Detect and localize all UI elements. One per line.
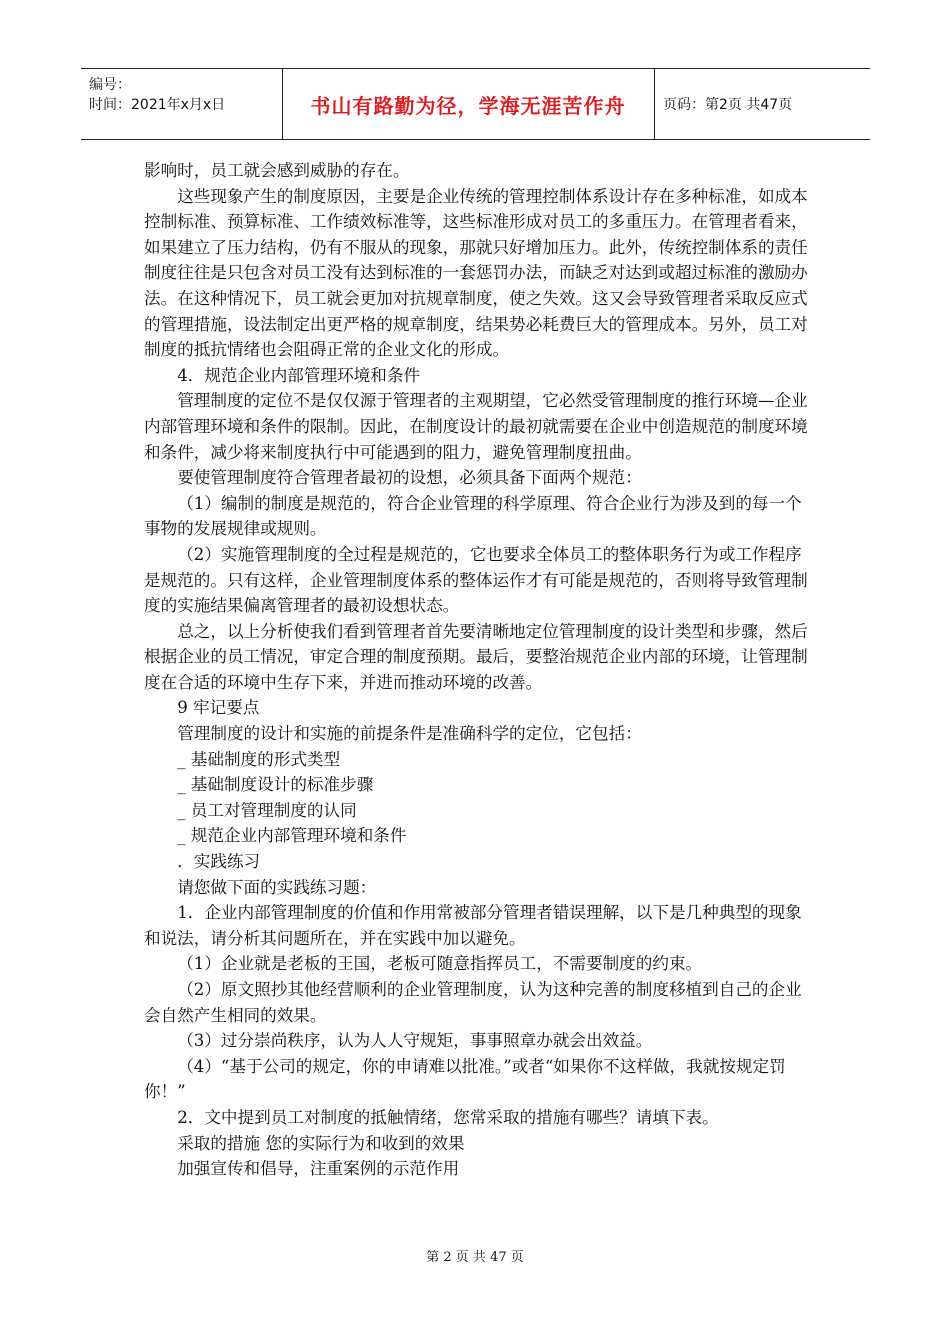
question: 2．文中提到员工对制度的抵触情绪，您常采取的措施有哪些？请填下表。	[177, 1107, 719, 1127]
document-time: 时间：2021年x月x日	[89, 97, 226, 113]
section-heading: 9 牢记要点	[177, 698, 260, 718]
header-slogan: 书山有路勤为径，学海无涯苦作舟	[310, 93, 626, 118]
paragraph: 总之，以上分析使我们看到管理者首先要清晰地定位管理制度的设计类型和步骤，然后根据企业的员工情况，审定合理的制度预期。最后，要整治规范企业内部的环境，让管理制度在合适的环境中生存下来，并进而推动环境的改善。	[144, 621, 808, 692]
list-item: （3）过分崇尚秩序，认为人人守规矩，事事照章办就会出效益。	[177, 1031, 653, 1051]
header-page-info: 页码：第2页 共47页	[663, 97, 793, 113]
table-header-row: 采取的措施 您的实际行为和收到的效果	[177, 1133, 465, 1153]
paragraph: 管理制度的定位不是仅仅源于管理者的主观期望，它必然受管理制度的推行环境—企业内部管理环境和条件的限制。因此，在制度设计的最初就需要在企业中创造规范的制度环境和条件，减少将来制度执行中可能遇到的阻力，避免管理制度扭曲。	[144, 391, 808, 462]
document-body	[144, 158, 810, 1182]
header-divider	[654, 69, 655, 139]
section-heading: 4．规范企业内部管理环境和条件	[177, 365, 421, 385]
list-item: （1）企业就是老板的王国，老板可随意指挥员工，不需要制度的约束。	[177, 954, 703, 974]
list-item: （1）编制的制度是规范的，符合企业管理的科学原理、符合企业行为涉及到的每一个事物的发展规律或规则。	[144, 493, 802, 539]
paragraph: 管理制度的设计和实施的前提条件是准确科学的定位，它包括：	[177, 724, 642, 744]
bullet-item: _ 规范企业内部管理环境和条件	[177, 826, 407, 846]
paragraph: 要使管理制度符合管理者最初的设想，必须具备下面两个规范：	[177, 468, 642, 488]
bullet-item: _ 员工对管理制度的认同	[177, 800, 357, 820]
question: 1．企业内部管理制度的价值和作用常被部分管理者错误理解，以下是几种典型的现象和说法，请分析其问题所在，并在实践中加以避免。	[144, 903, 802, 948]
list-item: （4）“基于公司的规定，你的申请难以批准。”或者“如果你不这样做，我就按规定罚你！”	[144, 1056, 786, 1102]
header-left-cell	[89, 75, 225, 115]
paragraph: 这些现象产生的制度原因，主要是企业传统的管理控制体系设计存在多种标准，如成本控制标准、预算标准、工作绩效标准等，这些标准形成对员工的多重压力。在管理者看来，如果建立了压力结构，仍有不服从的现象，那就只好增加压力。此外，传统控制体系的责任制度往往是只包含对员工没有达到标准的一套惩罚办法，而缺乏对达到或超过标准的激励办法。在这种情况下，员工就会更加对抗规章制度，使之失效。这又会导致管理者采取反应式的管理措施，设法制定出更严格的规章制度，结果势必耗费巨大的管理成本。另外，员工对制度的抵抗情绪也会阻碍正常的企业文化的形成。	[144, 186, 808, 360]
bullet-item: _ 基础制度设计的标准步骤	[177, 775, 374, 795]
bullet-item: _ 基础制度的形式类型	[177, 749, 341, 769]
paragraph: 影响时，员工就会感到威胁的存在。	[144, 161, 410, 180]
paragraph: 请您做下面的实践练习题：	[177, 877, 377, 897]
list-item: （2）原文照抄其他经营顺利的企业管理制度，认为这种完善的制度移植到自己的企业会自然产生相同的效果。	[144, 980, 802, 1025]
table-row: 加强宣传和倡导，注重案例的示范作用	[177, 1159, 460, 1179]
page-footer: 第 2 页 共 47 页	[426, 1250, 524, 1265]
page-header	[81, 68, 870, 140]
section-heading: ．实践练习	[177, 852, 261, 872]
list-item: （2）实施管理制度的全过程是规范的，它也要求全体员工的整体职务行为或工作程序是规范的。只有这样，企业管理制度体系的整体运作才有可能是规范的，否则将导致管理制度的实施结果偏离管理者的最初设想状态。	[144, 544, 808, 616]
document-number-label: 编号：	[89, 77, 131, 93]
